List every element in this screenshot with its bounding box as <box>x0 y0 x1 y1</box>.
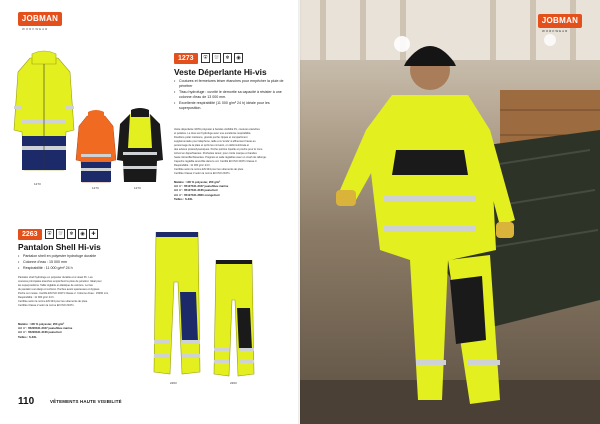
description-line: du pantalon est élargi et renforcé. Poches avant spacieuses et zippées. <box>18 288 101 291</box>
trousers-product-code: 2263 <box>18 229 42 240</box>
page-gutter <box>298 0 302 424</box>
spec-sizes: Tailles : S-3XL <box>18 334 37 339</box>
description-line: Certifiée selon la norme EN 343 pour les vêtements de pluie. <box>174 168 244 171</box>
certification-icon: ⛨ <box>201 53 210 63</box>
spec-sizes: Tailles : S-3XL <box>174 196 193 201</box>
description-line: Poche sur cuisse. Certifié EN ISO 20471 Classe 2. Colonne d'eau : 15000 mm. <box>18 292 109 295</box>
jacket-features <box>174 79 286 112</box>
trousers-specs <box>18 322 142 339</box>
section-title: VÊTEMENTS HAUTE VISIBILITÉ <box>50 399 122 404</box>
brand-tagline-right: WORKWEAR <box>542 29 569 33</box>
jacket-certification-icons <box>201 53 243 63</box>
description-line: Pantalon shell hydrofuge en polyester durable et à visuel Pn. Les <box>18 276 93 279</box>
description-line: coutures principales étanches empêchent la pluie de pénétrer. Idéal pour <box>18 280 102 283</box>
description-line: Respirabilité : 11 000 g/m² 24 h. <box>174 164 211 167</box>
worker-photo <box>300 0 600 424</box>
spec-article: Art n° : 65127341-3166 jaune/noir <box>174 188 218 193</box>
description-line: Respirabilité : 11 000 g/m² 24 h. <box>18 296 55 299</box>
jacket-description <box>174 128 290 176</box>
description-line: personnage de la plaie et qu'ils les convient, on déformulizzata et <box>174 144 249 147</box>
description-line: Certifiée Classe 3 selon la norme EN ISO 20471. <box>174 172 231 175</box>
description-line: Arrivel en déperfisantes. Pochettes tanuir, pour corde marque et bandes <box>174 152 257 155</box>
right-page-photo <box>300 0 600 424</box>
feature-item: • Respirabilité : 11 000 g/m² 24 h <box>18 266 138 271</box>
jacket-product-code: 1273 <box>174 53 198 64</box>
trousers-image-yellow-black <box>212 260 256 380</box>
brand-logo-right: JOBMAN <box>538 14 582 28</box>
feature-item: • Coutures et fermetures leiser étanches pour empêcher la pluie de pénétrer <box>174 79 286 89</box>
trousers-image-yellow-navy <box>152 232 202 380</box>
jacket-caption-3: 1273 <box>134 186 141 190</box>
trousers-caption-2: 2263 <box>230 381 237 385</box>
spec-article: Art n° : 65226341-3166 jaune/noir <box>18 330 62 335</box>
trousers-title: Pantalon Shell Hi-vis <box>18 242 101 252</box>
spec-material: Matière : 100 % polyester, 200 g/m² <box>174 180 221 184</box>
certification-icon: ❄ <box>223 53 232 63</box>
jacket-caption-2: 1273 <box>92 186 99 190</box>
description-line: Certifiée selon la norme EN 343 pour les vêtements de pluie. <box>18 300 88 303</box>
brand-logo: JOBMAN <box>18 12 62 26</box>
description-line: supplémentaire pour téléphone, taille et à 'tende' à affinement haute au <box>174 140 256 143</box>
certification-icon: ◉ <box>78 229 87 239</box>
certification-icon: ⛆ <box>212 53 221 63</box>
trousers-features <box>18 254 138 272</box>
certification-icon: ✚ <box>89 229 98 239</box>
description-line: et polaires. Le tissu est hydrofuge avec une excellente respirabilité. <box>174 132 252 135</box>
trousers-description <box>18 276 142 308</box>
feature-item: • Tissu hydrofuge : cuvrité le demortie sa capacité à résister à une colonne d'eau de 13 000 mm. <box>174 90 286 100</box>
feature-item: • Excellente respirabilité (11 000 g/m² 24 h) idéale pour les superposition. <box>174 101 286 111</box>
certification-icon: ⛨ <box>45 229 54 239</box>
page-number: 110 <box>18 396 35 407</box>
certification-icon: ❄ <box>67 229 76 239</box>
brand-tagline: WORKWEAR <box>22 27 49 31</box>
jacket-title: Veste Déperlante Hi-vis <box>174 67 267 77</box>
description-line: haute rétroréfléchissantes. Poignets et salle réglables avec un crash de rallonge. <box>174 156 267 159</box>
description-line: Veste déperlante 100% polyester à bandes visibilité Pn, coutures étanches <box>174 128 260 131</box>
description-line: Certifiée Classe 2 selon la norme EN ISO 20471. <box>18 304 75 307</box>
feature-item: • Pantalon shell en polyester hydrofuge durable <box>18 254 138 259</box>
trousers-caption-1: 2263 <box>170 381 177 385</box>
spec-material: Matière : 100 % polyester, 200 g/m² <box>18 322 65 326</box>
jacket-image-yellow-navy <box>12 50 76 180</box>
spec-article: Art n° : 65226341-2047 jaune/bleu marine <box>18 326 73 331</box>
description-line: des ecletos protéodynamiques. Poche poitrine zipeille et proche pour le zone <box>174 148 263 151</box>
jacket-image-yellow-black <box>116 108 164 184</box>
feature-item: • Colonne d'eau : 15 000 mm <box>18 260 138 265</box>
certification-icon: ◉ <box>234 53 243 63</box>
jacket-specs <box>174 180 290 201</box>
jacket-caption-1: 1273 <box>34 182 41 186</box>
description-line: les superpositions. Taille réglable et élastique de ceinture. Le bas <box>18 284 93 287</box>
description-line: Doublure polar intérieure, grande poche zippée et compartiment <box>174 136 248 139</box>
description-line: Capuche réglable amovible dans le col. Certifié EN ISO 20471 Classe 3. <box>174 160 258 163</box>
spec-article: Art n° : 65127341-2800 orange/noir <box>174 192 220 197</box>
certification-icon: ⛆ <box>56 229 65 239</box>
jacket-image-orange-navy <box>75 110 117 184</box>
spec-article: Art n° : 65127341-2047 jaune/bleu marine <box>174 184 229 189</box>
trousers-certification-icons <box>45 229 98 239</box>
